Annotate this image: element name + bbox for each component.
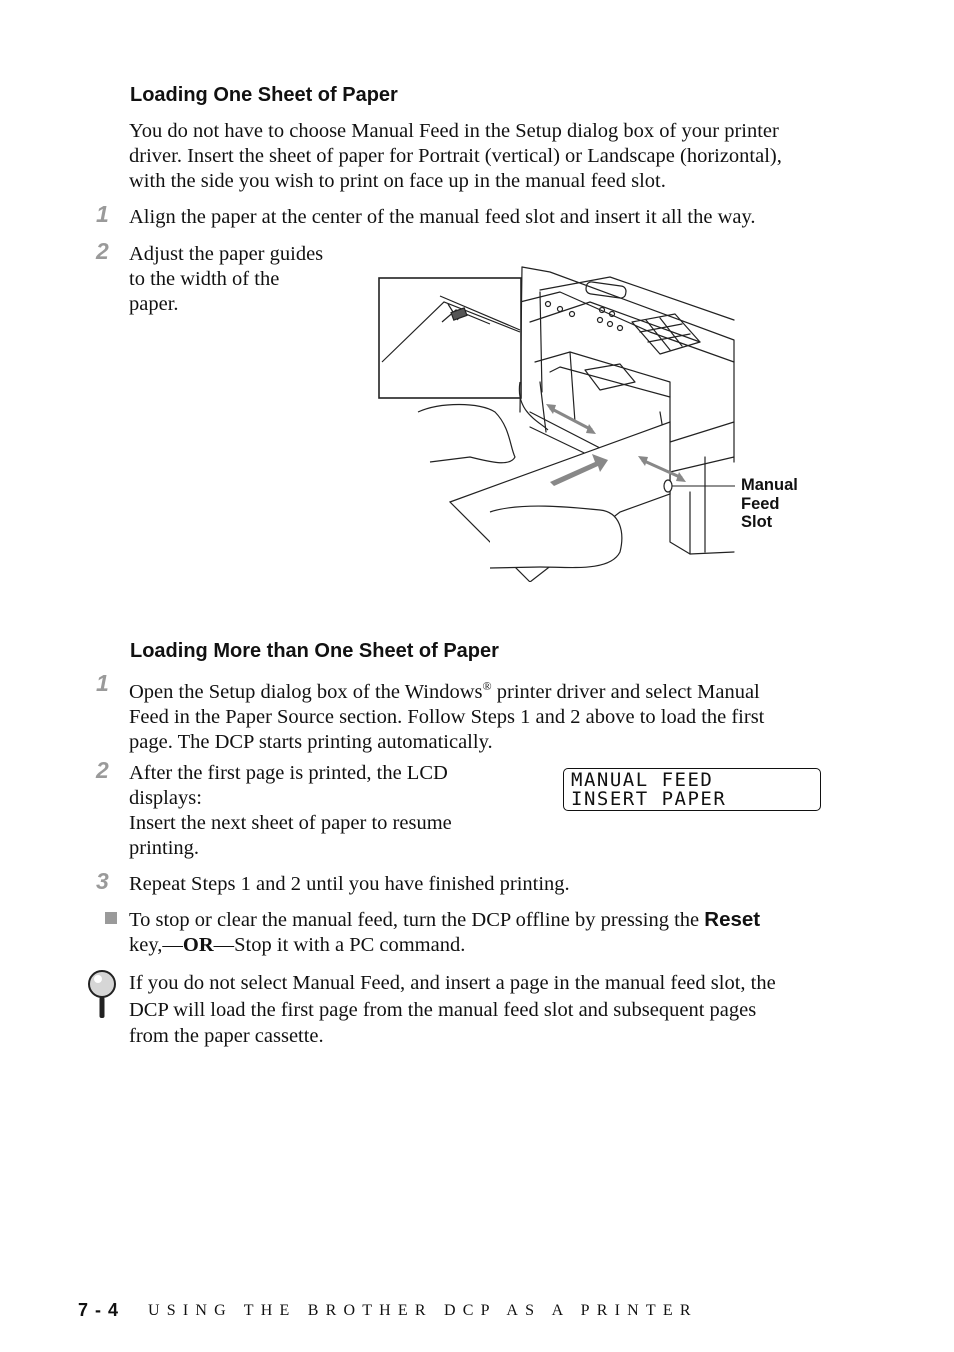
lcd-line: MANUAL FEED: [571, 769, 714, 791]
registered-mark: ®: [482, 679, 492, 693]
step-line-text: Open the Setup dialog box of the Windows: [129, 680, 483, 703]
intro-line: You do not have to choose Manual Feed in the Setup dialog box of your printer: [129, 120, 779, 142]
page-number: 7 - 4: [78, 1300, 120, 1320]
lcd-display: [563, 768, 821, 811]
callout-line: Feed: [741, 494, 780, 513]
intro-line: with the side you wish to print on face up in the manual feed slot.: [129, 170, 666, 192]
section-heading-multiple-sheets: Loading More than One Sheet of Paper: [130, 640, 499, 662]
step-line: paper.: [129, 293, 179, 315]
note-text: [129, 970, 849, 1050]
bullet-line-text: —Stop it with a PC command.: [213, 934, 466, 956]
step-line: Insert the next sheet of paper to resume: [129, 812, 452, 834]
step-number: 1: [96, 670, 109, 696]
step-text: [129, 242, 359, 317]
step-number: 1: [96, 201, 109, 227]
bullet-text: [129, 907, 849, 958]
bullet-line: [129, 907, 849, 933]
intro-paragraph: [129, 119, 849, 194]
bullet-line: [129, 933, 849, 958]
note-icon: [86, 968, 118, 1020]
step-line-text: printer driver and select Manual: [491, 680, 760, 703]
step-number: 2: [96, 757, 109, 783]
step-text: Align the paper at the center of the manual feed slot and insert it all the way.: [129, 206, 756, 228]
step-text: [129, 761, 519, 861]
step-line: After the first page is printed, the LCD: [129, 762, 448, 784]
step-line: Feed in the Paper Source section. Follow Steps 1 and 2 above to load the first: [129, 705, 765, 728]
step-line: displays:: [129, 787, 202, 809]
note-line: If you do not select Manual Feed, and insert a page in the manual feed slot, the: [129, 972, 776, 994]
reset-key-label: Reset: [704, 908, 761, 931]
manual-feed-slot-callout: [741, 476, 798, 532]
step-number: 3: [96, 868, 109, 894]
manual-feed-illustration: [370, 262, 750, 582]
bullet-line-text: To stop or clear the manual feed, turn the DCP offline by pressing the: [129, 909, 705, 931]
callout-line: Slot: [741, 513, 773, 531]
chapter-title: USING THE BROTHER DCP AS A PRINTER: [148, 1302, 698, 1319]
step-number: 2: [96, 238, 109, 264]
step-line: page. The DCP starts printing automatically.: [129, 730, 493, 753]
note-line: DCP will load the first page from the manual feed slot and subsequent pages: [129, 998, 757, 1021]
lcd-line: INSERT PAPER: [571, 788, 727, 810]
callout-line: Manual: [741, 476, 798, 494]
step-line: printing.: [129, 837, 200, 859]
step-line: Adjust the paper guides: [129, 243, 324, 265]
step-line: to the width of the: [129, 268, 280, 290]
step-text: Repeat Steps 1 and 2 until you have finished printing.: [129, 873, 570, 895]
intro-line: driver. Insert the sheet of paper for Portrait (vertical) or Landscape (horizontal),: [129, 145, 782, 167]
step-text: [129, 674, 849, 755]
section-heading-one-sheet: Loading One Sheet of Paper: [130, 84, 398, 106]
or-emphasis: OR: [182, 934, 214, 956]
bullet-square-icon: [105, 912, 117, 924]
bullet-line-text: key,—: [129, 934, 183, 956]
note-line: from the paper cassette.: [129, 1025, 324, 1047]
step-line: [129, 674, 849, 705]
